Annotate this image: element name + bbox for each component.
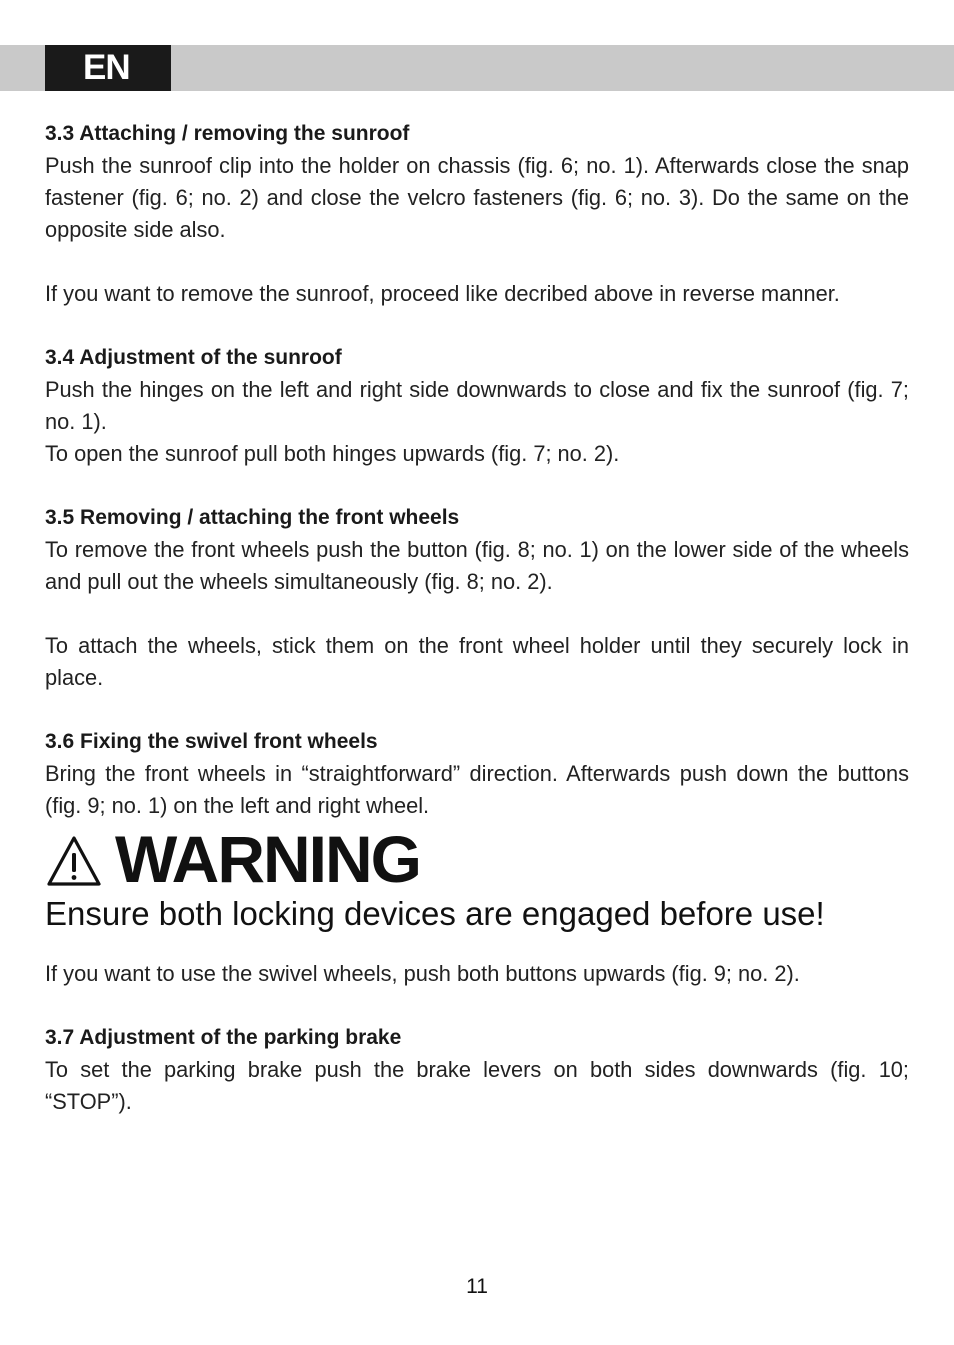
section-paragraph: Push the hinges on the left and right side downwards to close and fix the sunroof (fig. 7; no. 1). xyxy=(45,377,909,434)
section-heading: 3.6 Fixing the swivel front wheels xyxy=(45,730,378,753)
section-paragraph: To remove the front wheels push the button (fig. 8; no. 1) on the lower side of the wheels and pull out the wheels simultaneously (fig. 8; no. 2). xyxy=(45,537,909,594)
section-heading: 3.4 Adjustment of the sunroof xyxy=(45,346,342,369)
warning-title: WARNING xyxy=(115,822,420,896)
section-paragraph: To set the parking brake push the brake levers on both sides downwards (fig. 10; “STOP”). xyxy=(45,1057,909,1114)
section-adjustment-sunroof xyxy=(45,342,909,470)
warning-message: Ensure both locking devices are engaged before use! xyxy=(45,895,825,932)
section-front-wheels xyxy=(45,502,909,694)
warning-triangle-icon xyxy=(45,834,103,888)
language-badge: EN xyxy=(45,45,171,91)
section-swivel-wheels xyxy=(45,726,909,990)
section-paragraph: If you want to use the swivel wheels, push both buttons upwards (fig. 9; no. 2). xyxy=(45,961,800,986)
section-paragraph: Bring the front wheels in “straightforward” direction. Afterwards push down the buttons (fig. 9; no. 1) on the left and right wheel. xyxy=(45,761,909,818)
section-parking-brake xyxy=(45,1022,909,1118)
warning-heading xyxy=(45,822,909,896)
section-heading: 3.7 Adjustment of the parking brake xyxy=(45,1026,402,1049)
section-heading: 3.3 Attaching / removing the sunroof xyxy=(45,122,410,145)
section-paragraph: Push the sunroof clip into the holder on chassis (fig. 6; no. 1). Afterwards close the snap fastener (fig. 6; no. 2) and close the velcro fasteners (fig. 6; no. 3). Do the same on the opposite side also. xyxy=(45,153,909,242)
section-attaching-sunroof xyxy=(45,118,909,310)
manual-content xyxy=(45,118,909,1118)
section-paragraph: To attach the wheels, stick them on the front wheel holder until they securely lock in place. xyxy=(45,633,909,690)
page-number: 11 xyxy=(466,1275,488,1298)
language-bar xyxy=(0,45,954,91)
section-paragraph: To open the sunroof pull both hinges upwards (fig. 7; no. 2). xyxy=(45,441,620,466)
section-heading: 3.5 Removing / attaching the front wheels xyxy=(45,506,460,529)
warning-block xyxy=(45,822,909,936)
section-paragraph: If you want to remove the sunroof, proceed like decribed above in reverse manner. xyxy=(45,281,840,306)
